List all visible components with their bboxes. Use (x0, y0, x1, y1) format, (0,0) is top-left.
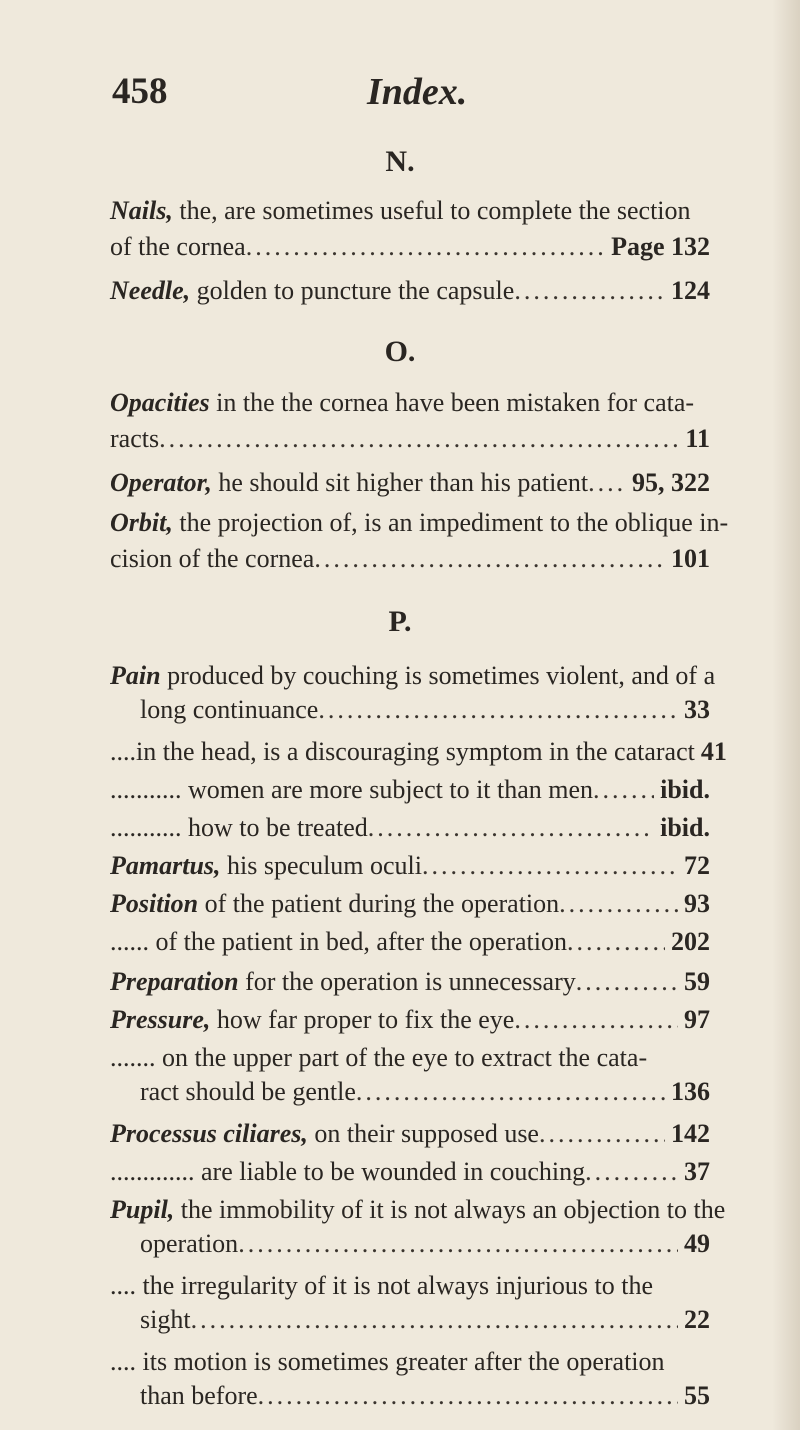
page-ref: 72 (684, 851, 710, 880)
index-entry-orbit: Orbit, the projection of, is an impediment to the oblique in- cision of the cornea ..... 101 (110, 507, 710, 575)
page-ref: 11 (685, 424, 710, 453)
index-entry-pupil-motion: .... its motion is sometimes greater after the operation than before ..... 55 (110, 1346, 710, 1412)
page-edge-shadow (772, 0, 800, 1430)
page-ref: 49 (684, 1229, 710, 1258)
index-entry-nails: Nails, the, are sometimes useful to complete the section of the cornea ..... Page 132 (110, 195, 710, 263)
index-entry-operator: Operator, he should sit higher than his patient ..... 95, 322 (110, 467, 710, 499)
section-letter-o: O. (384, 335, 416, 368)
page-ref: 202 (671, 927, 710, 956)
index-entry-processus: Processus ciliares, on their supposed use ..... 142 (110, 1118, 710, 1150)
page-ref: 101 (671, 544, 710, 573)
page-ref: 124 (671, 276, 710, 305)
index-entry-preparation: Preparation for the operation is unnecessary ..... 59 (110, 966, 710, 998)
page-ref: ibid. (660, 775, 710, 804)
page-ref: 97 (684, 1005, 710, 1034)
index-entry-pupil-irregularity: .... the irregularity of it is not always injurious to the sight ..... 22 (110, 1270, 710, 1336)
running-title: Index. (367, 71, 468, 113)
page-ref: 22 (684, 1305, 710, 1334)
page-ref: 59 (684, 967, 710, 996)
page-ref: 136 (671, 1077, 710, 1106)
page-ref: 95, 322 (632, 468, 710, 497)
index-entry-position: Position of the patient during the operation ..... 93 (110, 888, 710, 920)
index-entry-pain: Pain produced by couching is sometimes violent, and of a long continuance ..... 33 (110, 660, 710, 726)
page-ref: 33 (684, 695, 710, 724)
index-entry-pamartus: Pamartus, his speculum oculi ..... 72 (110, 850, 710, 882)
index-entry-pressure-upper: ....... on the upper part of the eye to extract the cata- ract should be gentle ..... 136 (110, 1042, 710, 1108)
index-entry-pupil: Pupil, the immobility of it is not always an objection to the operation ..... 49 (110, 1194, 710, 1260)
page-ref: 41 (700, 737, 727, 766)
page-ref: ibid. (660, 813, 710, 842)
section-letter-p: P. (388, 605, 412, 638)
index-entry-pain-women: ........... women are more subject to it than men ..... ibid. (110, 774, 710, 806)
page-ref: 37 (684, 1157, 710, 1186)
page-ref: 93 (684, 889, 710, 918)
section-letter-n: N. (385, 145, 415, 178)
page-ref: 142 (671, 1119, 710, 1148)
index-entry-opacities: Opacities in the the cornea have been mistaken for cata- racts ..... 11 (110, 387, 710, 455)
index-entry-processus-wounded: ............. are liable to be wounded in couching ..... 37 (110, 1156, 710, 1188)
index-entry-pain-treated: ........... how to be treated ..... ibid. (110, 812, 710, 844)
index-entry-position-bed: ...... of the patient in bed, after the operation ..... 202 (110, 926, 710, 958)
page-ref: 55 (684, 1381, 710, 1410)
page-ref: Page 132 (611, 232, 710, 261)
index-entry-pain-head: ....in the head, is a discouraging symptom in the cataract 41 (110, 737, 727, 766)
page-number: 458 (112, 71, 168, 112)
index-entry-needle: Needle, golden to puncture the capsule ..... 124 (110, 275, 710, 307)
page-header (112, 70, 712, 120)
index-entry-pressure: Pressure, how far proper to fix the eye ..... 97 (110, 1004, 710, 1036)
